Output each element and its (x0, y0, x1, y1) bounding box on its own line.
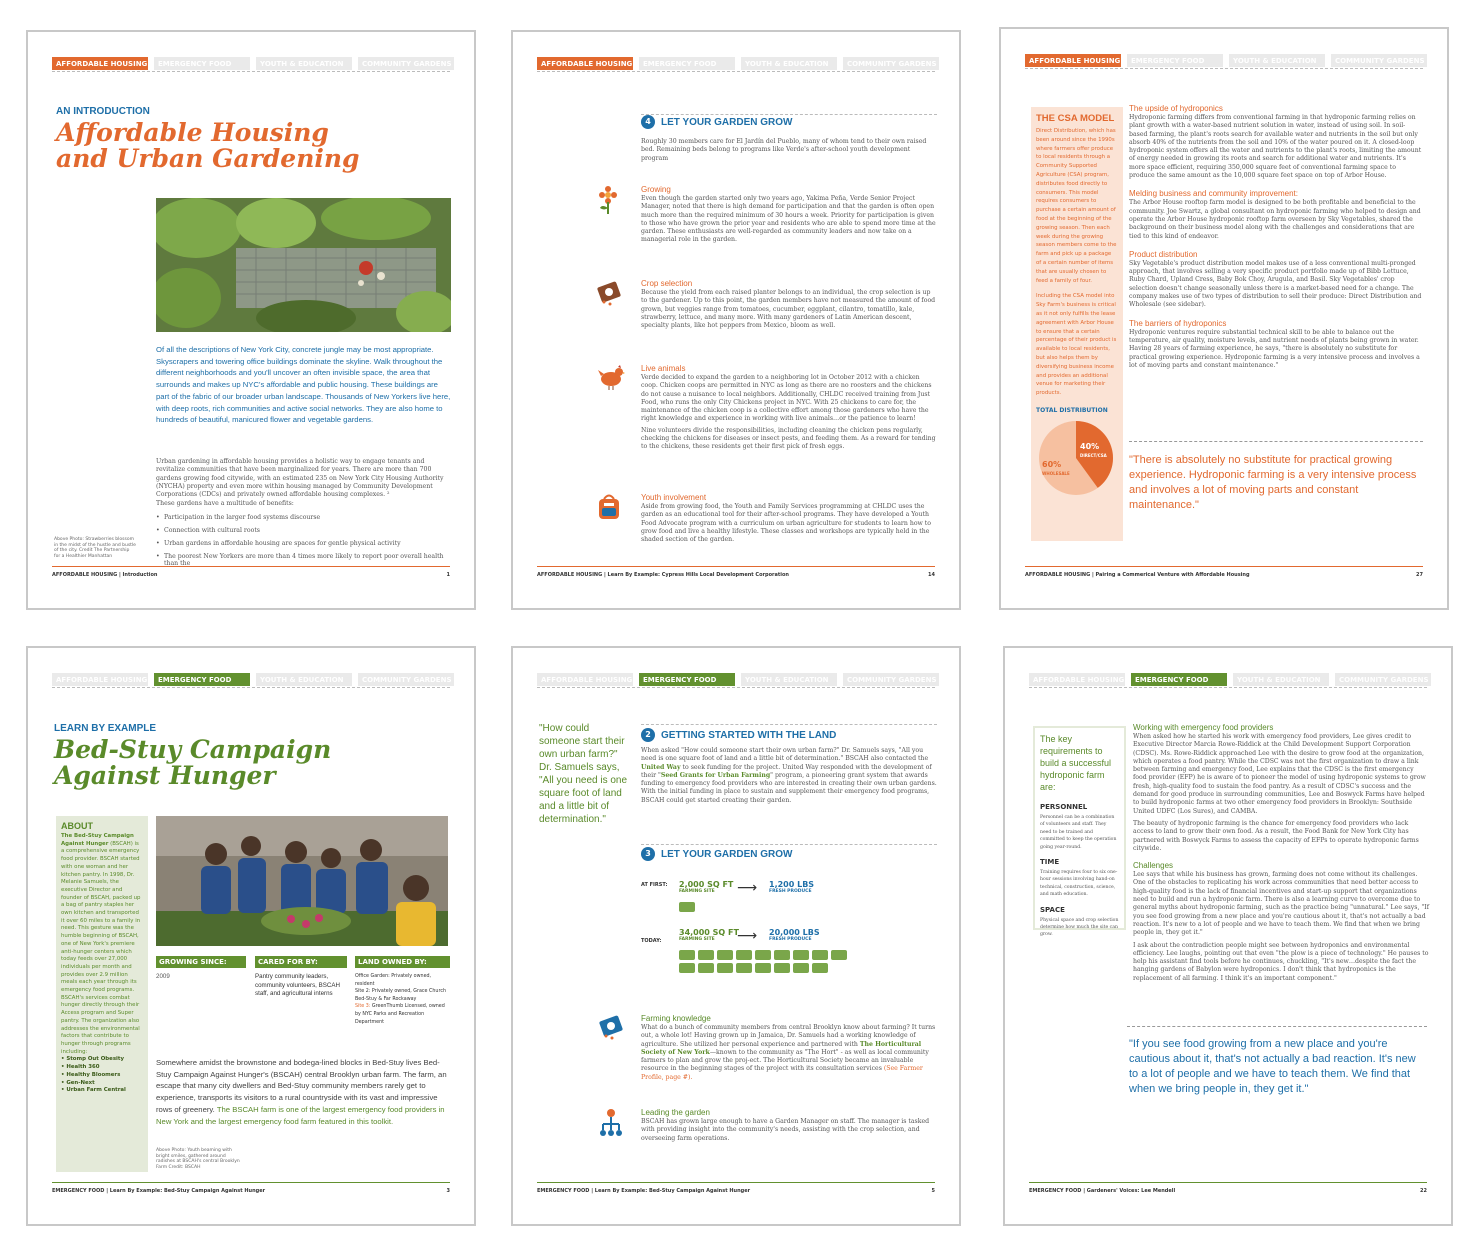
section-number: 4 (641, 115, 655, 129)
leading-garden-text: BSCAH has grown large enough to have a Garden Manager on staff. The manager is tasked with providing insight into the community's needs, assisting with the crop selection, and overseeing farm operations. (641, 1118, 930, 1142)
photo-caption: Above Photo: Strawberries blossom in the midst of the hustle and bustle of the city. Credit The Partnership for a Healthier Manhattan (54, 537, 136, 559)
tab-emergency-food[interactable]: EMERGENCY FOOD (639, 673, 735, 686)
tab-divider (52, 687, 450, 688)
first-area: 2,000 SQ FT FARMING SITE (679, 880, 734, 894)
pull-quote: "If you see food growing from a new place and you're cautious about it, that's not actually a bad reaction. It's new to a lot of people and we have to teach them. We find that when we bring people in, they get it." (1129, 1038, 1416, 1095)
tab-affordable-housing[interactable]: AFFORDABLE HOUSING (52, 57, 148, 70)
youth-involvement-heading: Youth involvement (641, 493, 707, 502)
plot-block (812, 950, 828, 960)
photo-caption: Above Photo: Youth beaming with bright smiles, gathered around radishes at BSCAH's central Brooklyn Farm Credit: BSCAH (156, 1148, 240, 1170)
today-label: TODAY: (641, 938, 662, 944)
benefits-list (156, 514, 452, 573)
plot-block (831, 950, 847, 960)
tab-divider (1029, 687, 1427, 688)
garden-photo-illustration (156, 198, 451, 332)
getting-started-text: When asked "How could someone start their own urban farm?" Dr. Samuels says, "All you need is one square foot of land and a little bit of determination." BSCAH also contacted the United Way to seek funding for the project. United Way responded with the development of their "Seed Grants for Urban Farming" program, a pioneering grant system that awards funding to emergency food providers who are interested in creating their own urban gardens. With the initial funding in place to sustain and supplement their emergency food programs, BSCAH could get started creating their garden. (641, 747, 937, 804)
tab-divider (537, 71, 935, 72)
youth-photo-illustration (156, 816, 448, 946)
about-sidebar (56, 816, 148, 1172)
land-owned-value: Office Garden: Privately owned, resident Site 2: Privately owned, Grace Church Bed-Stuy & Far Rockaway Site 3: GreenThumb Licensed, owned by NYC Parks and Recreation Department (355, 974, 447, 1025)
section-text: The beauty of hydroponic farming is the chance for emergency food providers who lack access to land to grow their own food. As a result, the Food Bank for New York City has partnered with Boswyck Farms to assess the capacity of EFPs to operate hydroponic farms citywide. (1133, 819, 1419, 852)
section-text: I ask about the contradiction people might see between hydroponics and environmental efficiency. Lee laughs, pointing out that even "the plow is a piece of technology." He pauses to help his assistant find tools before he continues, chuckling, "It's new…despite the fact the hanging gardens of Babylon were hydroponics. I don't think that hydroponics is the replacement of all farming. I think it's an important component." (1133, 941, 1429, 982)
list-item: • Health 360 (61, 1064, 100, 1071)
tab-community-gardens[interactable]: COMMUNITY GARDENS (358, 57, 454, 70)
section-text: The Arbor House rooftop farm model is designed to be both profitable and beneficial to the community. Joe Swartz, a global consultant on hydroponic farming who helped to design and operate the Arbor House hydroponic rooftop farm overseen by Sky Vegetables, shared the background on their business model along with the challenges and considerations that are tied to this kind of endeavor. (1129, 199, 1421, 240)
section-text: Hydroponic ventures require substantial technical skill to be able to balance out the temperature, air quality, moisture levels, and nutrient needs of plants being grown in water. Having 28 years of farming experience, he says, "there is absolutely no substitute for practical growing experience. Hydroponic farming is a very intensive process and involves a lot of moving parts and constant maintenance." (1129, 328, 1420, 369)
growing-text: Even though the garden started only two years ago, Yakima Peña, Verde Senior Project Manager, noted that there is high demand for participation and that the garden is often open much more than the required minimum of 30 hours a week. Priority for participation is given to those who have grown the prior year and residents who are able to spend more time at the garden. These enthusiasts are well-regarded as community leaders and now take on a managerial role in the garden. (641, 195, 936, 244)
cared-for-heading: CARED FOR BY: (255, 956, 347, 968)
list-item: • Participation in the larger food systems discourse (156, 514, 452, 521)
tab-divider (52, 71, 450, 72)
plot-block (755, 963, 771, 973)
plot-block (717, 963, 733, 973)
list-item: • Gen-Next (61, 1079, 95, 1086)
page-footer (537, 566, 935, 578)
about-text: The Bed-Stuy Campaign Against Hunger (BSCAH) is a comprehensive emergency food provider. BSCAH started with one woman and her kitchen pantry. In 1998, Dr. Melanie Samuels, the executive Director and founder of BSCAH, packed up a bag of pantry staples her own kitchen and transported it over 60 miles to a family in need. This gesture was the humble beginning of BSCAH, one of New York's premiere anti-hunger centers which today feeds over 27,000 individuals per month and provides over 2.9 million meals each year through its emergency food programs. BSCAH's services combat hunger directly through their Access program and Super pantry. The organization also addresses the environmental factors that contribute to hunger through programs including: (61, 833, 141, 1055)
pie-label-direct: DIRECT/CSA (1080, 452, 1107, 458)
farming-knowledge-section (641, 1014, 937, 1082)
plot-block (679, 950, 695, 960)
page-hydroponics (999, 27, 1449, 610)
list-item: • Healthy Bloomers (61, 1071, 121, 1078)
list-item: • Urban gardens in affordable housing are spaces for gentle physical activity (156, 540, 452, 547)
plot-block (679, 902, 695, 912)
plot-block (793, 950, 809, 960)
farming-knowledge-text: What do a bunch of community members from central Brooklyn know about farming? It turns out, a whole lot! Having grown up in Jamaica, Dr. Samuels had a working knowledge of agriculture. She utilized her personal experience and partnered with The Horticultural Society of New York—known to the community as "The Hort" - as well as local community farmers to plan and grow the proj-ect. The Horticultural Society became an invaluable resource in the beginning stages of the project with its consultation services (See Farmer Profile, page #). (641, 1024, 936, 1081)
list-item: • Connection with cultural roots (156, 527, 452, 534)
page-footer (537, 1182, 935, 1194)
page-title: Affordable Housing and Urban Gardening (56, 118, 360, 173)
section-heading: Challenges (1133, 861, 1174, 871)
today-yield: 20,000 LBS FRESH PRODUCE (769, 928, 820, 942)
footer-text: AFFORDABLE HOUSING | Introduction (52, 572, 158, 578)
today-area: 34,000 SQ FT FARMING SITE (679, 928, 739, 942)
crop-selection-heading: Crop selection (641, 279, 693, 288)
page-footer (52, 1182, 450, 1194)
chicken-icon (597, 364, 625, 394)
page-number: 22 (1420, 1188, 1427, 1194)
section-tabs (1029, 673, 1431, 686)
backpack-icon (597, 494, 621, 524)
plot-block (679, 963, 695, 973)
bed-stuy-lead: Somewhere amidst the brownstone and bodega-lined blocks in Bed-Stuy lives Bed-Stuy Campaign Against Hunger's (BSCAH) central Brooklyn urban farm. The farm, an escape that many city dwellers and Bed-Stuy community members rarely get to experience, transports its visitors to a rural countryside with its vast and impressive rows of greenery. The BSCAH farm is one of the largest emergency food providers in New York and the largest emergency food farm featured in this toolkit. (156, 1058, 447, 1126)
footer-text: AFFORDABLE HOUSING | Learn By Example: Cypress Hills Local Development Corporation (537, 572, 789, 578)
page-number: 5 (931, 1188, 935, 1194)
benefits-intro: These gardens have a multitude of benefits: (156, 500, 294, 507)
page-affordable-housing-intro (26, 30, 476, 610)
section-heading: 3 LET YOUR GARDEN GROW (641, 847, 792, 861)
tab-community-gardens[interactable]: COMMUNITY GARDENS (1331, 54, 1427, 67)
tab-emergency-food[interactable]: EMERGENCY FOOD (154, 673, 250, 686)
distribution-title: TOTAL DISTRIBUTION (1036, 406, 1108, 414)
flower-icon (597, 186, 619, 218)
section-text: Hydroponic farming differs from conventional farming in that hydroponic farming relies on plant growth with a water-based nutrient solution in water, instead of using soil. In soil-based farming, the plant's roots search for available water and nutrients in the soil but only absorb 40% of the nutrients from the soil and 10% of the water poured on it. A closed-loop hydroponic system offers all the water and nutrients to the plant's roots, limiting the amount of energy needed in growing its roots and search for additional water and nutrients. It's more space efficient, requiring 350,000 square feet of conventional farming space to produce the same amount as the 10,000 square feet space on top of Arbor House. (1129, 114, 1422, 180)
pull-quote: "There is absolutely no substitute for practical growing experience. Hydroponic farming is a very intensive process and involves a lot of moving parts and constant maintenance." (1129, 454, 1417, 511)
at-first-label: AT FIRST: (641, 882, 668, 888)
sidebar-title: THE CSA MODEL (1036, 113, 1115, 124)
first-yield: 1,200 LBS FRESH PRODUCE (769, 880, 815, 894)
list-item: • Stomp Out Obesity (61, 1056, 124, 1063)
arrow-right-icon: ⟶ (737, 880, 758, 896)
tab-community-gardens[interactable]: COMMUNITY GARDENS (843, 57, 939, 70)
live-animals-text-2: Nine volunteers divide the responsibilities, including cleaning the chicken pens regularly, checking the chickens for diseases or insect pests, and feeding them. As a reward for tending to the chickens, these residents get their first pick of fresh eggs. (641, 426, 936, 451)
sidebar-text-2: Including the CSA model into Sky Farm's business is critical as it not only fulfills the lease agreement with Arbor House to ensure that a certain percentage of their product is available to local residents, but also helps them by diversifying business income and provides an additional venue for marketing their products. (1036, 293, 1117, 397)
tab-youth-education[interactable]: YOUTH & EDUCATION (256, 673, 352, 686)
programs-list (61, 1056, 143, 1095)
section-tabs (52, 57, 454, 70)
arrow-right-icon: ⟶ (737, 928, 758, 944)
leading-garden-heading: Leading the garden (641, 1108, 710, 1117)
plot-block (698, 963, 714, 973)
tab-youth-education[interactable]: YOUTH & EDUCATION (256, 57, 352, 70)
tab-youth-education[interactable]: YOUTH & EDUCATION (741, 57, 837, 70)
tab-affordable-housing[interactable]: AFFORDABLE HOUSING (537, 673, 633, 686)
land-owned-block (355, 956, 450, 1026)
intro-lead-paragraph: Of all the descriptions of New York City, concrete jungle may be most appropriate. Skyscrapers and towering office buildings dominate the skyline. Walk throughout the different neighborhoods and you'll uncover an often invisible space, the area that surrounds and makes up NYC's affordable and public housing. These buildings are part of the fabric of our broader urban landscape. Thousands of New Yorkers live here, with deep roots, rich communities and active social networks. They are also home to hundreds of beautiful, manicured flower and vegetable gardens. (156, 345, 451, 425)
org-chart-icon (599, 1108, 623, 1142)
section-tabs (537, 57, 939, 70)
leading-garden-section (641, 1108, 937, 1143)
section-heading: 4 LET YOUR GARDEN GROW (641, 115, 792, 129)
footer-text: EMERGENCY FOOD | Gardeners' Voices: Lee Mendell (1029, 1188, 1176, 1194)
tab-emergency-food[interactable]: EMERGENCY FOOD (1127, 54, 1223, 67)
section-heading: Product distribution (1129, 249, 1198, 259)
tab-divider (1025, 68, 1423, 69)
page-bed-stuy-land (511, 646, 961, 1226)
plot-block (698, 950, 714, 960)
first-plot-blocks (679, 902, 695, 912)
plot-block (717, 950, 733, 960)
plot-block (736, 950, 752, 960)
hydroponics-main (1129, 104, 1423, 370)
live-animals-section (641, 364, 937, 452)
pie-label-wholesale: WHOLESALE (1042, 470, 1070, 476)
page-number: 3 (446, 1188, 450, 1194)
section-heading: The upside of hydroponics (1129, 104, 1223, 113)
cared-for-block (255, 956, 347, 999)
tab-affordable-housing[interactable]: AFFORDABLE HOUSING (1029, 673, 1125, 686)
page-number: 1 (446, 572, 450, 578)
plot-block (793, 963, 809, 973)
pull-quote: "How could someone start their own urban farm?" Dr. Samuels says, "All you need is one square foot of land and a little bit of determination." (539, 723, 628, 825)
youth-involvement-text: Aside from growing food, the Youth and Family Services programming at CHLDC uses the garden as an educational tool for their after-school programs. They have developed a Youth Food Advocate program with a curriculum on urban agriculture for students to learn how to grow food and live a healthy lifestyle. These classes and workshops are typically held in the shaded section of the garden. (641, 503, 932, 544)
requirements-box (1033, 726, 1126, 938)
requirement-time: TIME Training requires four to six one-hour sessions involving hand-on technical, construction, science, and math education. (1040, 858, 1118, 898)
page-cypress-hills (511, 30, 961, 610)
youth-radishes-photo (156, 816, 448, 946)
footer-text: AFFORDABLE HOUSING | Pairing a Commerical Venture with Affordable Housing (1025, 572, 1250, 578)
growing-since-heading: GROWING SINCE: (156, 956, 246, 968)
section-tabs (537, 673, 939, 686)
plot-block (774, 950, 790, 960)
intro-body-paragraph: Urban gardening in affordable housing provides a holistic way to engage tenants and revitalize communities that have been marginalized for years. There are more than 700 gardens growing food citywide, with an estimated 235 on New York City Housing Authority (NYCHA) property and even more within housing managed by Community Development Corporations (CDCs) and privately owned affordable housing complexes. ² (156, 458, 444, 499)
requirement-space: SPACE Physical space and crop selection determine how much the site can grow. (1040, 905, 1119, 938)
plot-block (755, 950, 771, 960)
tab-community-gardens[interactable]: COMMUNITY GARDENS (358, 673, 454, 686)
youth-involvement-section (641, 493, 937, 544)
sidebar-text: Direct Distribution, which has been around since the 1990s where farmers offer produce to local residents through a Community Supported Agriculture (CSA) program, distributes food directly to consumers. This model requires consumers to purchase a certain amount of food at the beginning of the growing season. Then each week during the growing season members come to the farm and pick up a package of a certain number of items that are usually chosen to feed a family of four. (1036, 128, 1117, 284)
today-plot-blocks (679, 950, 865, 973)
pie-chart-svg (1036, 418, 1116, 498)
cared-for-value: Pantry community leaders, community volunteers, BSCAH staff, and agricultural interns (255, 973, 340, 997)
page-kicker: LEARN BY EXAMPLE (54, 723, 157, 734)
tab-affordable-housing[interactable]: AFFORDABLE HOUSING (1025, 54, 1121, 67)
strawberry-garden-photo (156, 198, 451, 332)
section-heading: 2 GETTING STARTED WITH THE LAND (641, 728, 836, 742)
requirements-title: The key requirements to build a successful hydroponic farm are: (1040, 734, 1112, 792)
page-bed-stuy-intro (26, 646, 476, 1226)
live-animals-heading: Live animals (641, 364, 686, 373)
pie-label-wholesale-pct: 60% (1042, 459, 1062, 469)
tab-emergency-food[interactable]: EMERGENCY FOOD (639, 57, 735, 70)
live-animals-text: Verde decided to expand the garden to a neighboring lot in October 2012 with a chicken coop. Chicken coops are permitted in NYC as long as there are no roosters and the chickens do not cause a nuisance to local neighbors. Additionally, CHLDC received training from Just Food, who runs the only City Chickens project in NYC. With 25 chickens to care for, the maintenance of the chicken coop is a collective effort among those gardeners who have the right knowledge and experience in working with live animals…or the patience to learn! (641, 374, 932, 423)
section-tabs (52, 673, 454, 686)
growing-since-block (156, 956, 246, 981)
tab-emergency-food[interactable]: EMERGENCY FOOD (154, 57, 250, 70)
page-number: 27 (1416, 572, 1423, 578)
crop-selection-text: Because the yield from each raised planter belongs to an individual, the crop selection is up to the gardener. Up to this point, the garden members have not measured the amount of food grown, but veggies range from tomatoes, cucumber, eggplant, cilantro, tomatillo, kale, strawberry, lettuce, and many more. With many gardeners of Latin American descent, specialty plants, like hot peppers from Mexico, bloom as well. (641, 289, 936, 330)
page-number: 14 (928, 572, 935, 578)
section-heading: Working with emergency food providers (1133, 723, 1274, 732)
farming-knowledge-heading: Farming knowledge (641, 1014, 711, 1023)
seed-packet-blue-icon (597, 1014, 625, 1044)
tab-youth-education[interactable]: YOUTH & EDUCATION (1233, 673, 1329, 686)
list-item: • Urban Farm Central (61, 1087, 126, 1094)
crop-selection-section (641, 279, 937, 330)
tab-affordable-housing[interactable]: AFFORDABLE HOUSING (52, 673, 148, 686)
footer-text: EMERGENCY FOOD | Learn By Example: Bed-Stuy Campaign Against Hunger (537, 1188, 751, 1194)
plot-block (812, 963, 828, 973)
section-text: When asked how he started his work with emergency food providers, Lee gives credit to Executive Director Marcia Rowe-Riddick at the Child Development Support Corporation (CDSC). Ms. Rowe-Riddick approached Lee with the desire to grow food at the organization, which operates a food pantry. While the CDSC was not the first organization to draw a link between farming and emergency food, Lee explains that the CDSC is the first emergency food provider (EFP) he is aware of to pioneer the model of using hydroponic systems to grow fresh, high-quality food to sustain the food pantry. As a result of CDSC's success and the demand for good produce in surrounding communities, Lee and Boswyck Farms have helped to build hydroponic farms at two other emergency food providers in Brooklyn: Southside United UDFC (Los Sures), and CAMBA. (1133, 733, 1426, 815)
growing-since-value: 2009 (156, 973, 170, 980)
section-heading: Melding business and community improvement: (1129, 189, 1298, 199)
growing-heading: Growing (641, 185, 671, 194)
tab-community-gardens[interactable]: COMMUNITY GARDENS (843, 673, 939, 686)
distribution-pie-chart (1036, 418, 1116, 498)
lee-mendell-main (1133, 723, 1429, 983)
section-number: 2 (641, 728, 655, 742)
page-title: Bed-Stuy Campaign Against Hunger (54, 735, 332, 790)
about-heading: ABOUT (61, 821, 93, 831)
page-footer (1029, 1182, 1427, 1194)
section-text: Sky Vegetable's product distribution model makes use of a less conventional multi-pronged approach, that involves selling a very specific product portfolio made up of Bibb Lettuce, Ruby Chard, Upland Cress, Baby Bok Choy, Arugula, and Basil. Sky Vegetables' crop selection doesn't change seasonally unless there is a market-based need for a change. The company makes use of two types of distribution to sell their produce: Direct Distribution and Wholesale (see sidebar). (1129, 259, 1422, 309)
section-number: 3 (641, 847, 655, 861)
growth-infographic (641, 880, 937, 992)
tab-affordable-housing[interactable]: AFFORDABLE HOUSING (537, 57, 633, 70)
tab-divider (537, 687, 935, 688)
section-intro: Roughly 30 members care for El Jardín del Pueblo, many of whom tend to their own raised bed. Remaining beds belong to programs like Verde's after-school youth development program (641, 138, 927, 162)
plot-block (774, 963, 790, 973)
section-text: Lee says that while his business has grown, farming does not come without its challenges. One of the obstacles to replicating his work across communities that need better access to high-quality food is the lack of financial incentives and start-up support that organizations need to build and run a hydroponic farm. There is also a learning curve to overcome due to general myths about hydroponic farming, such as the practice being "unnatural." Lee says, "If you see food growing from a new place and you're cautious about it, that's not actually a bad reaction. It's new to a lot of people and we have to teach them. We find that when we bring people in, they get it." (1133, 871, 1429, 937)
section-tabs (1025, 54, 1427, 67)
tab-youth-education[interactable]: YOUTH & EDUCATION (1229, 54, 1325, 67)
list-item: • The poorest New Yorkers are more than 4 times more likely to report poor overall health than the (156, 553, 452, 567)
pie-label-direct-pct: 40% (1080, 441, 1100, 451)
page-footer (1025, 566, 1423, 578)
tab-youth-education[interactable]: YOUTH & EDUCATION (741, 673, 837, 686)
page-kicker: AN INTRODUCTION (56, 106, 150, 117)
requirement-personnel: PERSONNEL Personnel can be a combination of volunteers and staff. They need to be trained and committed to keep the operation going year-round. (1040, 803, 1117, 850)
tab-community-gardens[interactable]: COMMUNITY GARDENS (1335, 673, 1431, 686)
page-lee-mendell (1003, 646, 1453, 1226)
land-owned-heading: LAND OWNED BY: (355, 956, 450, 968)
tab-emergency-food[interactable]: EMERGENCY FOOD (1131, 673, 1227, 686)
csa-sidebar (1031, 107, 1123, 541)
plot-block (736, 963, 752, 973)
seed-packet-icon (595, 280, 623, 310)
page-footer (52, 566, 450, 578)
section-heading: The barriers of hydroponics (1129, 318, 1227, 328)
footer-text: EMERGENCY FOOD | Learn By Example: Bed-Stuy Campaign Against Hunger (52, 1188, 266, 1194)
growing-section (641, 185, 937, 245)
